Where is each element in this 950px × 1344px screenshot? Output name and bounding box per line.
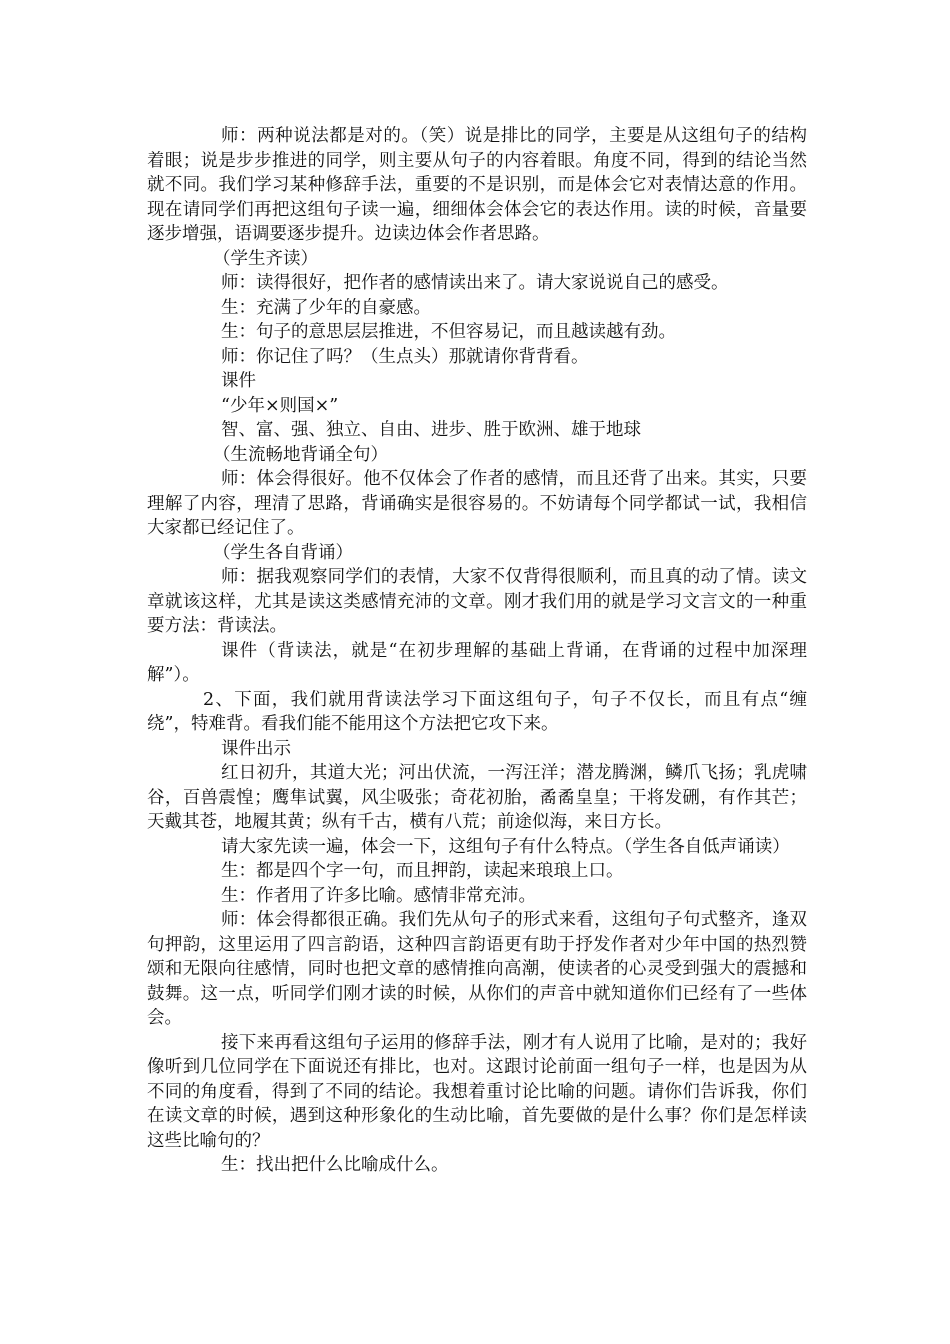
paragraph: （学生齐读） — [213, 248, 318, 269]
paragraph: 请大家先读一遍，体会一下，这组句子有什么特点。（学生各自低声诵读） — [221, 836, 790, 857]
paragraph: 生：找出把什么比喻成什么。 — [221, 1155, 449, 1175]
paragraph: “少年×则国×” — [221, 395, 339, 416]
paragraph: 课件出示 — [221, 738, 291, 759]
paragraph: 生：作者用了许多比喻。感情非常充沛。 — [221, 885, 536, 906]
paragraph: 智、富、强、独立、自由、进步、胜于欧洲、雄于地球 — [221, 420, 641, 440]
paragraph: （学生各自背诵） — [213, 542, 353, 563]
paragraph: 师：体会得很好。他不仅体会了作者的感情，而且还背了出来。其实，只要理解了内容，理清了思路，背诵确实是很容易的。不妨请每个同学都试一试，我相信大家都已经记住了。 — [147, 469, 807, 538]
paragraph: 课件 — [221, 371, 256, 391]
paragraph: 生：都是四个字一句，而且押韵，读起来琅琅上口。 — [221, 861, 624, 881]
paragraph: 师：读得很好，把作者的感情读出来了。请大家说说自己的感受。 — [221, 273, 729, 293]
paragraph: 生：句子的意思层层推进，不但容易记，而且越读越有劲。 — [221, 322, 676, 342]
paragraph: （生流畅地背诵全句） — [213, 444, 388, 465]
paragraph: 师：据我观察同学们的表情，大家不仅背得很顺利，而且真的动了情。读文章就该这样，尤其是读这类感情充沛的文章。刚才我们用的就是学习文言文的一种重要方法：背读法。 — [147, 567, 807, 636]
paragraph: 师：两种说法都是对的。（笑）说是排比的同学，主要是从这组句子的结构着眼；说是步步推进的同学，则主要从句子的内容着眼。角度不同，得到的结论当然就不同。我们学习某种修辞手法，重要的不是识别，而是体会它对表情达意的作用。现在请同学们再把这组句子读一遍，细细体会体会它的表达作用。读的时候，音量要逐步增强，语调要逐步提升。边读边体会作者思路。 — [147, 126, 807, 244]
paragraph: 接下来再看这组句子运用的修辞手法，刚才有人说用了比喻，是对的；我好像听到几位同学在下面说还有排比，也对。这跟讨论前面一组句子一样，也是因为从不同的角度看，得到了不同的结论。我想着重讨论比喻的问题。请你们告诉我，你们在读文章的时候，遇到这种形象化的生动比喻，首先要做的是什么事？你们是怎样读这些比喻句的？ — [147, 1032, 807, 1151]
document-page — [147, 124, 807, 1178]
paragraph: 课件（背读法，就是“在初步理解的基础上背诵，在背诵的过程中加深理解”）。 — [147, 640, 807, 685]
paragraph: 红日初升，其道大光；河出伏流，一泻汪洋；潜龙腾渊，鳞爪飞扬；乳虎啸谷，百兽震惶；鹰隼试翼，风尘吸张；奇花初胎，矞矞皇皇；干将发硎，有作其芒；天戴其苍，地履其黄；纵有千古，横有八荒；前途似海，来日方长。 — [147, 763, 807, 832]
paragraph: 2、下面，我们就用背读法学习下面这组句子，句子不仅长，而且有点“缠绕”，特难背。看我们能不能用这个方法把它攻下来。 — [147, 689, 807, 734]
paragraph: 师：体会得都很正确。我们先从句子的形式来看，这组句子句式整齐，逢双句押韵，这里运用了四言韵语，这种四言韵语更有助于抒发作者对少年中国的热烈赞颂和无限向往感情，同时也把文章的感情推向高潮，使读者的心灵受到强大的震撼和鼓舞。这一点，听同学们刚才读的时候，从你们的声音中就知道你们已经有了一些体会。 — [147, 910, 807, 1028]
paragraph: 师：你记住了吗？（生点头）那就请你背背看。 — [221, 346, 589, 367]
paragraph: 生：充满了少年的自豪感。 — [221, 297, 431, 318]
